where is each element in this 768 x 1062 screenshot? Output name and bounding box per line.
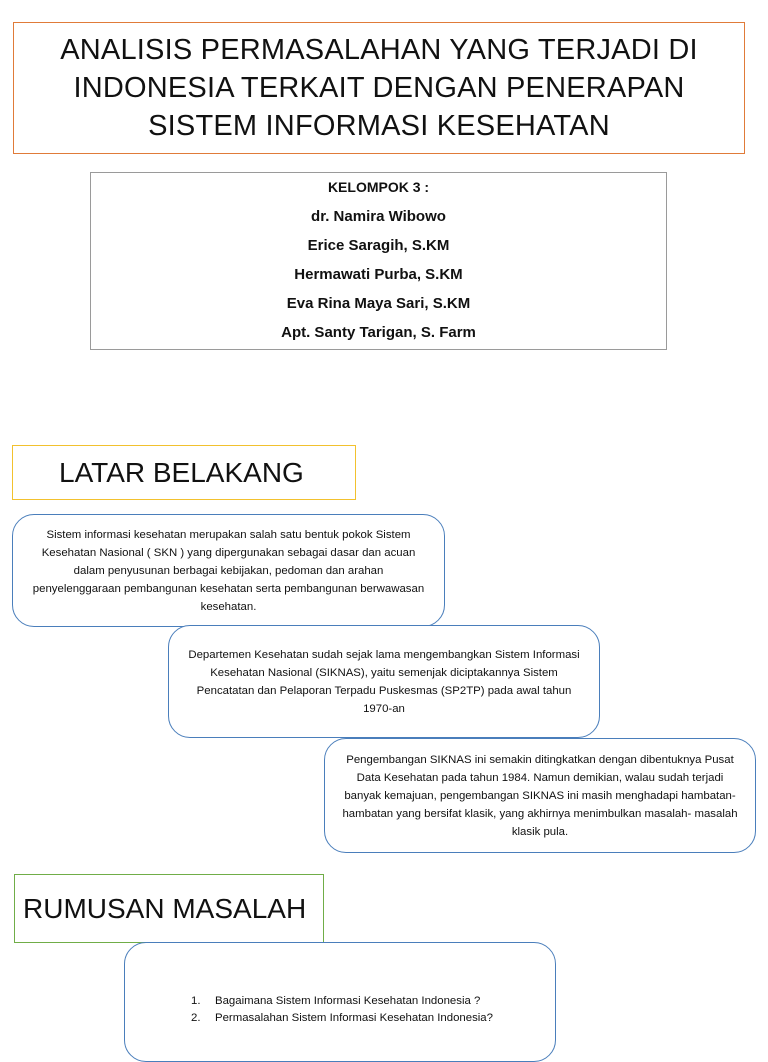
problem-number: 1. [191,995,201,1007]
background-paragraph-2: Departemen Kesehatan sudah sejak lama mengembangkan Sistem Informasi Kesehatan Nasional (SIKNAS), yaitu semenjak diciptakannya Sistem Pencatatan dan Pelaporan Terpadu Puskesmas (SP2TP) pada awal tahun 1970-an [168,625,600,738]
problem-item [191,993,493,1010]
latar-belakang-heading: LATAR BELAKANG [12,445,356,500]
problem-list [191,993,493,1027]
problem-text: Bagaimana Sistem Informasi Kesehatan Indonesia ? [215,995,481,1007]
group-heading: KELOMPOK 3 : [327,179,430,195]
problem-statement-box [124,942,556,1062]
group-member: Hermawati Purba, S.KM [294,266,463,283]
title-box [13,22,745,154]
rumusan-masalah-heading: RUMUSAN MASALAH [14,874,324,943]
background-paragraph-3: Pengembangan SIKNAS ini semakin ditingkatkan dengan dibentuknya Pusat Data Kesehatan pada tahun 1984. Namun demikian, walau sudah terjadi banyak kemajuan, pengembangan SIKNAS ini masih menghadapi hambatan-hambatan yang bersifat klasik, yang akhirnya menimbulkan masalah- masalah klasik pula. [324,738,756,853]
title-line-3: SISTEM INFORMASI KESEHATAN [148,110,610,142]
problem-number: 2. [191,1012,201,1024]
background-paragraph-1: Sistem informasi kesehatan merupakan salah satu bentuk pokok Sistem Kesehatan Nasional ( SKN ) yang dipergunakan sebagai dasar dan acuan dalam penyusunan berbagai kebijakan, pedoman dan arahan penyelenggaraan pembangunan kesehatan serta pembangunan berwawasan kesehatan. [12,514,445,627]
group-members-box [90,172,667,350]
title-line-2: INDONESIA TERKAIT DENGAN PENERAPAN [73,72,685,104]
group-member: Eva Rina Maya Sari, S.KM [286,295,471,312]
problem-item [191,1010,493,1027]
group-member: dr. Namira Wibowo [311,208,446,225]
problem-text: Permasalahan Sistem Informasi Kesehatan Indonesia? [215,1012,493,1024]
title-line-1: ANALISIS PERMASALAHAN YANG TERJADI DI [60,34,698,66]
group-member: Apt. Santy Tarigan, S. Farm [281,324,476,341]
group-member: Erice Saragih, S.KM [307,237,450,254]
